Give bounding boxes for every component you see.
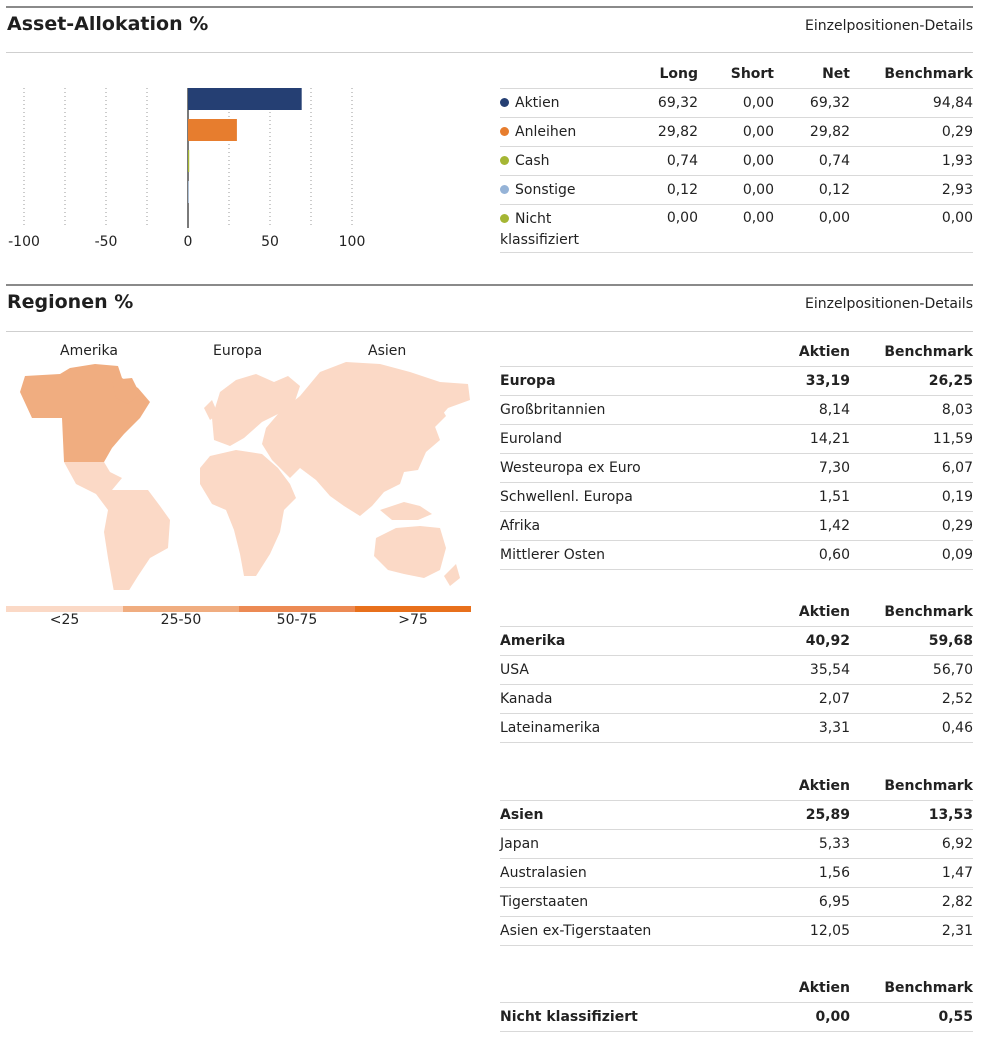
benchmark-value: 2,82 <box>850 888 973 917</box>
short-value: 0,00 <box>698 89 774 118</box>
row-label: Großbritannien <box>500 396 760 425</box>
x-tick-label: -100 <box>8 234 40 250</box>
column-header-aktien: Aktien <box>798 604 850 620</box>
benchmark-value: 2,52 <box>850 685 973 714</box>
table-row <box>500 656 973 685</box>
net-value: 0,74 <box>774 147 850 176</box>
table-row <box>500 483 973 512</box>
benchmark-value: 0,19 <box>850 483 973 512</box>
table-row <box>500 396 973 425</box>
table-row <box>500 917 973 946</box>
table-row <box>500 118 973 147</box>
row-label: Sonstige <box>515 182 576 198</box>
table-row <box>500 830 973 859</box>
benchmark-value: 0,29 <box>850 118 973 147</box>
row-label: Mittlerer Osten <box>500 541 760 570</box>
sonstige-dot-icon <box>500 185 509 194</box>
benchmark-value: 6,92 <box>850 830 973 859</box>
table-row <box>500 425 973 454</box>
section-divider <box>6 284 973 286</box>
aktien-value: 8,14 <box>760 396 850 425</box>
table-row <box>500 205 973 253</box>
benchmark-value: 94,84 <box>850 89 973 118</box>
table-header-row <box>500 598 973 627</box>
aktien-value: 14,21 <box>760 425 850 454</box>
benchmark-value: 1,93 <box>850 147 973 176</box>
region-table-asien <box>500 772 973 946</box>
long-value: 69,32 <box>624 89 698 118</box>
net-value: 0,12 <box>774 176 850 205</box>
aktien-value: 40,92 <box>760 627 850 656</box>
row-label: Schwellenl. Europa <box>500 483 760 512</box>
benchmark-value: 8,03 <box>850 396 973 425</box>
benchmark-value: 1,47 <box>850 859 973 888</box>
title-underline <box>6 331 973 332</box>
asset-allocation-bar-chart <box>0 80 380 255</box>
short-value: 0,00 <box>698 205 774 253</box>
table-row <box>500 714 973 743</box>
long-value: 29,82 <box>624 118 698 147</box>
aktien-value: 5,33 <box>760 830 850 859</box>
map-region-indonesia <box>380 502 432 520</box>
aktien-value: 1,42 <box>760 512 850 541</box>
aktien-value: 3,31 <box>760 714 850 743</box>
bar-cash <box>188 150 189 172</box>
column-header-benchmark: Benchmark <box>884 66 973 82</box>
x-tick-label: -50 <box>94 234 118 250</box>
long-value: 0,74 <box>624 147 698 176</box>
table-row <box>500 685 973 714</box>
column-header-benchmark: Benchmark <box>884 778 973 794</box>
aktien-value: 25,89 <box>760 801 850 830</box>
asset-allocation-details-link[interactable]: Einzelpositionen-Details <box>805 18 973 34</box>
row-label: Kanada <box>500 685 760 714</box>
row-label: Anleihen <box>515 124 577 140</box>
net-value: 69,32 <box>774 89 850 118</box>
asset-allocation-title: Asset-Allokation % <box>7 13 209 35</box>
region-total-label: Nicht klassifiziert <box>500 1003 760 1032</box>
short-value: 0,00 <box>698 176 774 205</box>
bar-aktien <box>188 88 302 110</box>
region-table-nicht-klassifiziert <box>500 974 973 1032</box>
table-header-row <box>500 60 973 89</box>
benchmark-value: 56,70 <box>850 656 973 685</box>
legend-label: 25-50 <box>160 612 202 628</box>
row-label: klassifiziert <box>500 232 579 248</box>
short-value: 0,00 <box>698 147 774 176</box>
map-label-amerika: Amerika <box>60 343 118 359</box>
column-header-aktien: Aktien <box>798 980 850 996</box>
short-value: 0,00 <box>698 118 774 147</box>
long-value: 0,12 <box>624 176 698 205</box>
regions-details-link[interactable]: Einzelpositionen-Details <box>805 296 973 312</box>
title-underline <box>6 52 973 53</box>
table-header-row <box>500 974 973 1003</box>
column-header-benchmark: Benchmark <box>884 344 973 360</box>
net-value: 29,82 <box>774 118 850 147</box>
column-header-long: Long <box>659 66 698 82</box>
legend-label: <25 <box>49 612 80 628</box>
row-label: Afrika <box>500 512 760 541</box>
column-header-benchmark: Benchmark <box>884 980 973 996</box>
section-divider <box>6 6 973 8</box>
benchmark-value: 59,68 <box>850 627 973 656</box>
aktien-value: 1,56 <box>760 859 850 888</box>
column-header-short: Short <box>730 66 774 82</box>
table-row <box>500 454 973 483</box>
benchmark-value: 11,59 <box>850 425 973 454</box>
benchmark-value: 13,53 <box>850 801 973 830</box>
row-label: Lateinamerika <box>500 714 760 743</box>
x-tick-label: 100 <box>338 234 366 250</box>
map-region-new-zealand <box>444 564 460 586</box>
row-label: Nicht <box>515 211 552 227</box>
region-table-europa <box>500 338 973 570</box>
row-label: Japan <box>500 830 760 859</box>
table-row <box>500 541 973 570</box>
benchmark-value: 0,09 <box>850 541 973 570</box>
table-row <box>500 859 973 888</box>
aktien-value: 35,54 <box>760 656 850 685</box>
table-row-total <box>500 1003 973 1032</box>
region-total-label: Amerika <box>500 627 760 656</box>
row-label: Asien ex-Tigerstaaten <box>500 917 760 946</box>
map-label-europa: Europa <box>213 343 263 359</box>
column-header-aktien: Aktien <box>798 344 850 360</box>
net-value: 0,00 <box>774 205 850 253</box>
map-region-australia <box>374 526 446 578</box>
aktien-value: 0,60 <box>760 541 850 570</box>
legend-label: 50-75 <box>276 612 318 628</box>
table-header-row <box>500 772 973 801</box>
aktien-value: 33,19 <box>760 367 850 396</box>
aktien-value: 12,05 <box>760 917 850 946</box>
column-header-net: Net <box>822 66 850 82</box>
world-map <box>0 360 480 590</box>
map-region-latin-america <box>64 462 170 590</box>
region-total-label: Asien <box>500 801 760 830</box>
cash-dot-icon <box>500 156 509 165</box>
asset-allocation-table <box>500 60 973 253</box>
legend-label: >75 <box>398 612 428 628</box>
row-label: Cash <box>515 153 550 169</box>
benchmark-value: 2,31 <box>850 917 973 946</box>
row-label: Westeuropa ex Euro <box>500 454 760 483</box>
benchmark-value: 0,29 <box>850 512 973 541</box>
row-label: USA <box>500 656 760 685</box>
region-table-amerika <box>500 598 973 743</box>
aktien-value: 2,07 <box>760 685 850 714</box>
regions-title: Regionen % <box>7 291 134 313</box>
anleihen-dot-icon <box>500 127 509 136</box>
nicht-klassifiziert-dot-icon <box>500 214 509 223</box>
aktien-value: 6,95 <box>760 888 850 917</box>
table-header-row <box>500 338 973 367</box>
table-row <box>500 89 973 118</box>
bar-sonstige <box>188 181 189 203</box>
table-row <box>500 512 973 541</box>
benchmark-value: 0,46 <box>850 714 973 743</box>
row-label: Tigerstaaten <box>500 888 760 917</box>
region-total-label: Europa <box>500 367 760 396</box>
column-header-aktien: Aktien <box>798 778 850 794</box>
row-label: Australasien <box>500 859 760 888</box>
x-tick-label: 0 <box>183 234 193 250</box>
x-tick-label: 50 <box>261 234 279 250</box>
benchmark-value: 0,55 <box>850 1003 973 1032</box>
table-row <box>500 888 973 917</box>
table-row <box>500 147 973 176</box>
map-label-asien: Asien <box>368 343 407 359</box>
bar-anleihen <box>188 119 237 141</box>
column-header-benchmark: Benchmark <box>884 604 973 620</box>
row-label: Euroland <box>500 425 760 454</box>
benchmark-value: 2,93 <box>850 176 973 205</box>
benchmark-value: 0,00 <box>850 205 973 253</box>
table-row-total <box>500 367 973 396</box>
table-row-total <box>500 627 973 656</box>
long-value: 0,00 <box>624 205 698 253</box>
benchmark-value: 6,07 <box>850 454 973 483</box>
table-row <box>500 176 973 205</box>
aktien-dot-icon <box>500 98 509 107</box>
table-row-total <box>500 801 973 830</box>
aktien-value: 0,00 <box>760 1003 850 1032</box>
benchmark-value: 26,25 <box>850 367 973 396</box>
row-label: Aktien <box>515 95 560 111</box>
aktien-value: 1,51 <box>760 483 850 512</box>
aktien-value: 7,30 <box>760 454 850 483</box>
